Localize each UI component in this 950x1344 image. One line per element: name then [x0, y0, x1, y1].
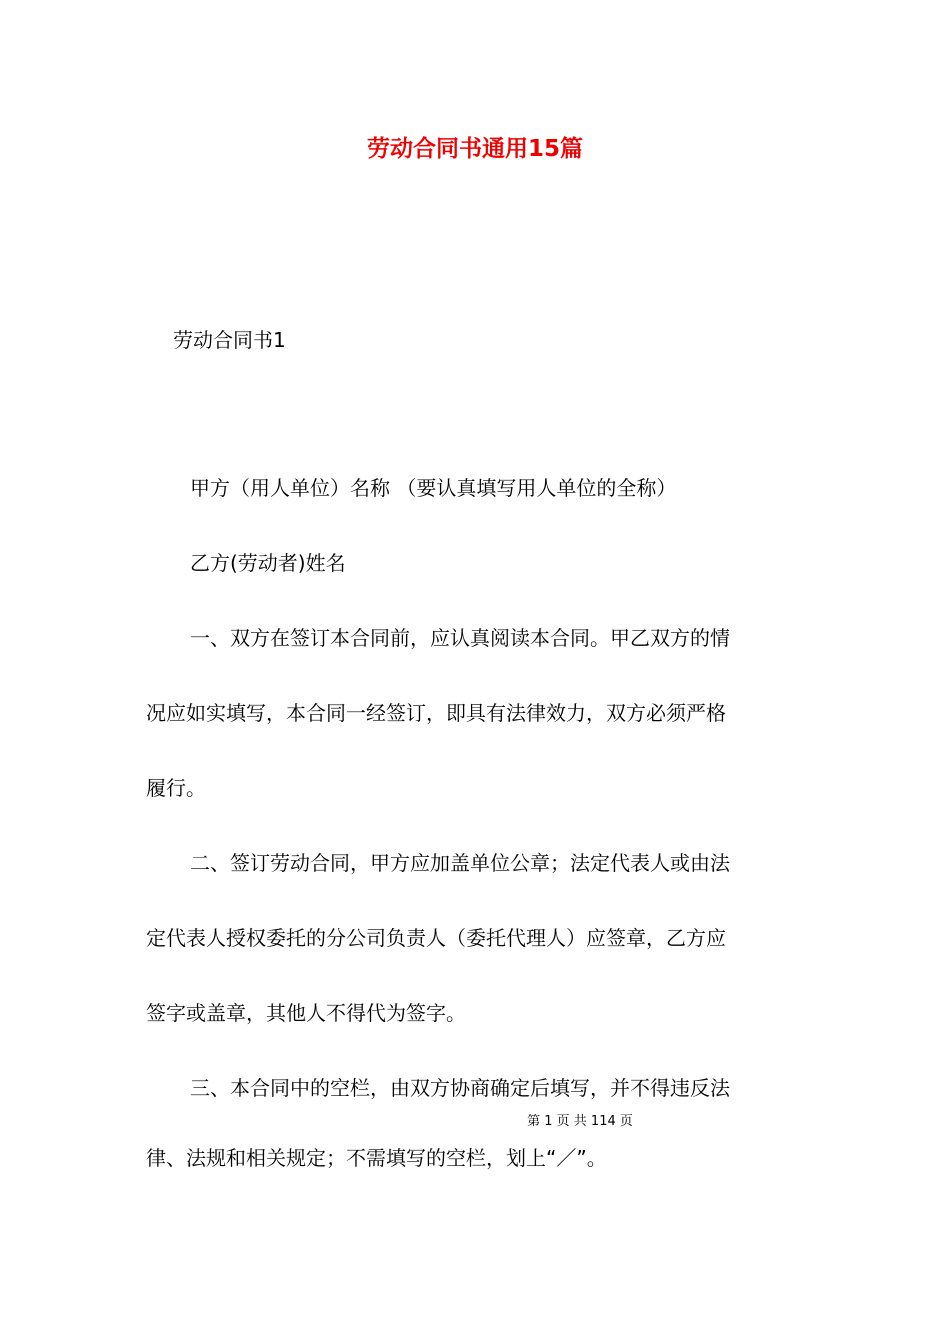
section-heading: 劳动合同书1 [173, 328, 286, 352]
party-b-line: 乙方(劳动者)姓名 [190, 551, 346, 575]
party-a-line: 甲方（用人单位）名称 （要认真填写用人单位的全称） [190, 476, 677, 500]
clause-3-line-1: 三、本合同中的空栏，由双方协商确定后填写，并不得违反法 [190, 1076, 730, 1100]
clause-3-line-2: 律、法规和相关规定；不需填写的空栏，划上“／”。 [146, 1146, 607, 1170]
body-text-clauses [146, 601, 808, 1126]
clause-2-line-3: 签字或盖章，其他人不得代为签字。 [146, 1001, 466, 1025]
page-footer: 第 1 页 共 114 页 [527, 1114, 633, 1129]
clause-1-line-2: 况应如实填写，本合同一经签订，即具有法律效力，双方必须严格 [146, 701, 726, 725]
clause-2-line-1: 二、签订劳动合同，甲方应加盖单位公章；法定代表人或由法 [190, 851, 730, 875]
clause-2-line-2: 定代表人授权委托的分公司负责人（委托代理人）应签章，乙方应 [146, 926, 726, 950]
document-title: 劳动合同书通用15篇 [366, 136, 583, 162]
body-text-upper [146, 451, 808, 601]
clause-1-line-3: 履行。 [146, 776, 206, 800]
clause-1-line-1: 一、双方在签订本合同前，应认真阅读本合同。甲乙双方的情 [190, 626, 730, 650]
